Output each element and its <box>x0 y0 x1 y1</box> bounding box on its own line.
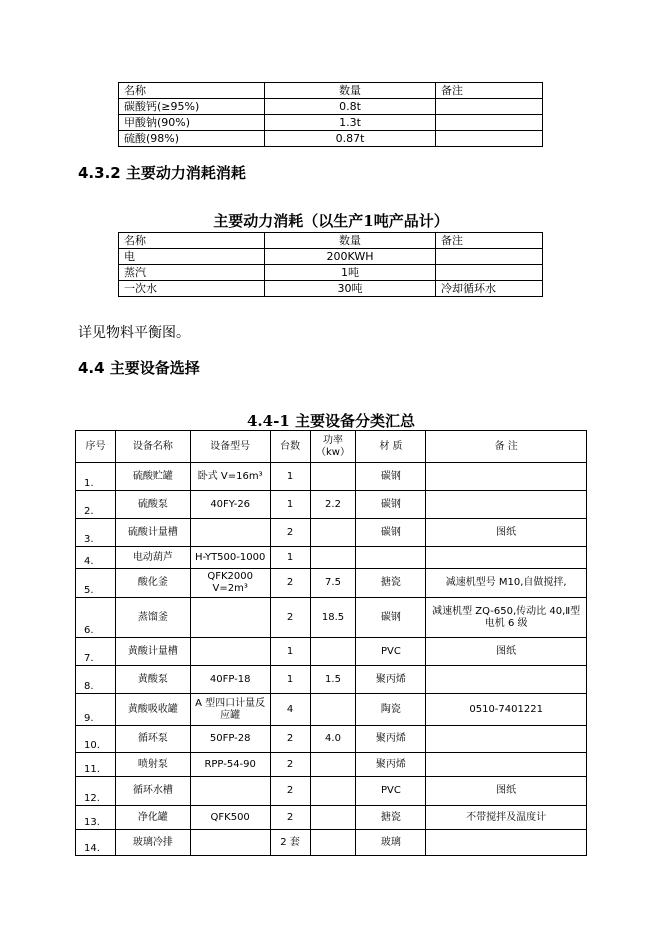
cell-name: 蒸汽 <box>119 265 265 281</box>
header-remark: 备 注 <box>426 431 587 463</box>
cell-material: 碳钢 <box>356 598 426 638</box>
cell-remark <box>436 249 543 265</box>
table-row <box>76 806 587 830</box>
cell-model: 40FP-18 <box>190 666 270 694</box>
cell-quantity: 1 <box>270 638 310 666</box>
cell-name: 电 <box>119 249 265 265</box>
cell-quantity: 2 <box>270 569 310 598</box>
cell-power: 18.5 <box>310 598 356 638</box>
cell-quantity: 4 <box>270 694 310 726</box>
header-quantity: 台数 <box>270 431 310 463</box>
header-power-unit: （kw） <box>316 446 350 458</box>
cell-power <box>310 547 356 569</box>
cell-power <box>310 638 356 666</box>
cell-no: 9. <box>76 694 116 726</box>
equipment-table <box>75 430 587 856</box>
cell-quantity: 1吨 <box>265 265 436 281</box>
cell-remark <box>436 115 543 131</box>
cell-no: 11. <box>76 753 116 777</box>
table-row <box>119 265 543 281</box>
cell-remark <box>426 463 587 491</box>
cell-model: 卧式 V=16m³ <box>190 463 270 491</box>
cell-material: 聚丙烯 <box>356 753 426 777</box>
cell-model: 50FP-28 <box>190 726 270 753</box>
cell-equipment-name: 黄酸吸收罐 <box>115 694 190 726</box>
header-name: 名称 <box>119 83 265 99</box>
cell-quantity: 1.3t <box>265 115 436 131</box>
cell-quantity: 2 <box>270 806 310 830</box>
cell-material <box>356 547 426 569</box>
cell-model: H-YT500-1000 <box>190 547 270 569</box>
power-table-title: 主要动力消耗（以生产1吨产品计） <box>213 212 449 230</box>
cell-equipment-name: 硫酸贮罐 <box>115 463 190 491</box>
table-row <box>76 638 587 666</box>
cell-name: 甲酸钠(90%) <box>119 115 265 131</box>
cell-remark: 图纸 <box>426 519 587 547</box>
table-row <box>76 777 587 806</box>
cell-remark <box>436 99 543 115</box>
cell-quantity: 1 <box>270 491 310 519</box>
header-quantity: 数量 <box>265 83 436 99</box>
cell-power <box>310 753 356 777</box>
cell-power: 2.2 <box>310 491 356 519</box>
header-remark: 备注 <box>436 233 543 249</box>
cell-power <box>310 463 356 491</box>
cell-remark <box>436 131 543 147</box>
equipment-table-body <box>76 463 587 856</box>
cell-no: 12. <box>76 777 116 806</box>
cell-material: 搪瓷 <box>356 569 426 598</box>
header-power <box>310 431 356 463</box>
cell-equipment-name: 黄酸泵 <box>115 666 190 694</box>
table-header-row <box>76 431 587 463</box>
cell-equipment-name: 电动葫芦 <box>115 547 190 569</box>
cell-quantity: 1 <box>270 666 310 694</box>
cell-remark <box>436 265 543 281</box>
cell-material: 碳钢 <box>356 519 426 547</box>
cell-no: 10. <box>76 726 116 753</box>
cell-name: 硫酸(98%) <box>119 131 265 147</box>
power-consumption-table <box>118 232 543 297</box>
cell-remark <box>426 753 587 777</box>
cell-equipment-name: 循环泵 <box>115 726 190 753</box>
table-row <box>76 519 587 547</box>
cell-power <box>310 519 356 547</box>
cell-equipment-name: 硫酸计量槽 <box>115 519 190 547</box>
table-row <box>76 598 587 638</box>
cell-quantity: 2 <box>270 777 310 806</box>
cell-model: RPP-54-90 <box>190 753 270 777</box>
cell-remark <box>426 547 587 569</box>
cell-quantity: 200KWH <box>265 249 436 265</box>
cell-quantity: 1 <box>270 547 310 569</box>
cell-equipment-name: 喷射泵 <box>115 753 190 777</box>
table-row <box>119 99 543 115</box>
cell-power <box>310 694 356 726</box>
cell-material: 玻璃 <box>356 830 426 856</box>
cell-equipment-name: 玻璃冷排 <box>115 830 190 856</box>
cell-equipment-name: 酸化釜 <box>115 569 190 598</box>
table-row <box>76 694 587 726</box>
cell-power <box>310 806 356 830</box>
cell-remark: 0510-7401221 <box>426 694 587 726</box>
cell-quantity: 1 <box>270 463 310 491</box>
cell-no: 7. <box>76 638 116 666</box>
cell-remark <box>426 830 587 856</box>
table-row <box>76 726 587 753</box>
material-balance-note: 详见物料平衡图。 <box>78 325 190 341</box>
cell-name: 一次水 <box>119 281 265 297</box>
cell-material: 碳钢 <box>356 491 426 519</box>
table-row <box>76 463 587 491</box>
cell-model: A 型四口计量反应罐 <box>190 694 270 726</box>
cell-equipment-name: 蒸馏釜 <box>115 598 190 638</box>
cell-model <box>190 638 270 666</box>
cell-model: QFK2000 V=2m³ <box>190 569 270 598</box>
table-row <box>119 249 543 265</box>
table-row <box>119 281 543 297</box>
header-no: 序号 <box>76 431 116 463</box>
cell-name: 碳酸钙(≥95%) <box>119 99 265 115</box>
cell-power: 7.5 <box>310 569 356 598</box>
table-row <box>76 830 587 856</box>
table-row <box>76 666 587 694</box>
cell-no: 2. <box>76 491 116 519</box>
table-row <box>76 753 587 777</box>
header-name: 名称 <box>119 233 265 249</box>
header-material: 材 质 <box>356 431 426 463</box>
cell-remark: 冷却循环水 <box>436 281 543 297</box>
cell-model <box>190 519 270 547</box>
cell-model <box>190 830 270 856</box>
header-model: 设备型号 <box>190 431 270 463</box>
cell-quantity: 2 <box>270 519 310 547</box>
cell-equipment-name: 黄酸计量槽 <box>115 638 190 666</box>
cell-equipment-name: 硫酸泵 <box>115 491 190 519</box>
header-equipment-name: 设备名称 <box>115 431 190 463</box>
cell-remark <box>426 491 587 519</box>
cell-no: 6. <box>76 598 116 638</box>
cell-power <box>310 777 356 806</box>
cell-model: QFK500 <box>190 806 270 830</box>
cell-material: 聚丙烯 <box>356 726 426 753</box>
cell-quantity: 2 <box>270 753 310 777</box>
cell-remark: 图纸 <box>426 777 587 806</box>
cell-quantity: 0.87t <box>265 131 436 147</box>
section-heading-4-3-2: 4.3.2 主要动力消耗消耗 <box>78 164 246 182</box>
table-row <box>76 491 587 519</box>
cell-quantity: 0.8t <box>265 99 436 115</box>
cell-quantity: 2 <box>270 726 310 753</box>
header-quantity: 数量 <box>265 233 436 249</box>
cell-power: 1.5 <box>310 666 356 694</box>
cell-no: 1. <box>76 463 116 491</box>
cell-remark: 不带搅拌及温度计 <box>426 806 587 830</box>
cell-material: PVC <box>356 638 426 666</box>
equipment-table-title: 4.4-1 主要设备分类汇总 <box>247 412 415 430</box>
cell-no: 4. <box>76 547 116 569</box>
cell-no: 5. <box>76 569 116 598</box>
cell-quantity: 2 套 <box>270 830 310 856</box>
raw-material-table <box>118 82 543 147</box>
table-row <box>76 569 587 598</box>
cell-model <box>190 598 270 638</box>
cell-remark: 图纸 <box>426 638 587 666</box>
cell-remark: 减速机型 ZQ-650,传动比 40,Ⅱ型 电机 6 级 <box>426 598 587 638</box>
header-power-label: 功率 <box>323 434 343 446</box>
cell-power: 4.0 <box>310 726 356 753</box>
cell-quantity: 30吨 <box>265 281 436 297</box>
cell-equipment-name: 净化罐 <box>115 806 190 830</box>
cell-model <box>190 777 270 806</box>
cell-power <box>310 830 356 856</box>
table-row <box>119 131 543 147</box>
cell-material: PVC <box>356 777 426 806</box>
cell-quantity: 2 <box>270 598 310 638</box>
cell-no: 14. <box>76 830 116 856</box>
table-header-row <box>119 233 543 249</box>
cell-material: 聚丙烯 <box>356 666 426 694</box>
cell-material: 碳钢 <box>356 463 426 491</box>
table-header-row <box>119 83 543 99</box>
table-row <box>119 115 543 131</box>
cell-material: 搪瓷 <box>356 806 426 830</box>
cell-remark <box>426 726 587 753</box>
section-heading-4-4: 4.4 主要设备选择 <box>78 359 200 377</box>
cell-remark: 减速机型号 M10,自做搅拌, <box>426 569 587 598</box>
cell-remark <box>426 666 587 694</box>
cell-no: 8. <box>76 666 116 694</box>
cell-material: 陶瓷 <box>356 694 426 726</box>
table-row <box>76 547 587 569</box>
header-remark: 备注 <box>436 83 543 99</box>
cell-no: 13. <box>76 806 116 830</box>
cell-equipment-name: 循环水槽 <box>115 777 190 806</box>
cell-model: 40FY-26 <box>190 491 270 519</box>
cell-no: 3. <box>76 519 116 547</box>
